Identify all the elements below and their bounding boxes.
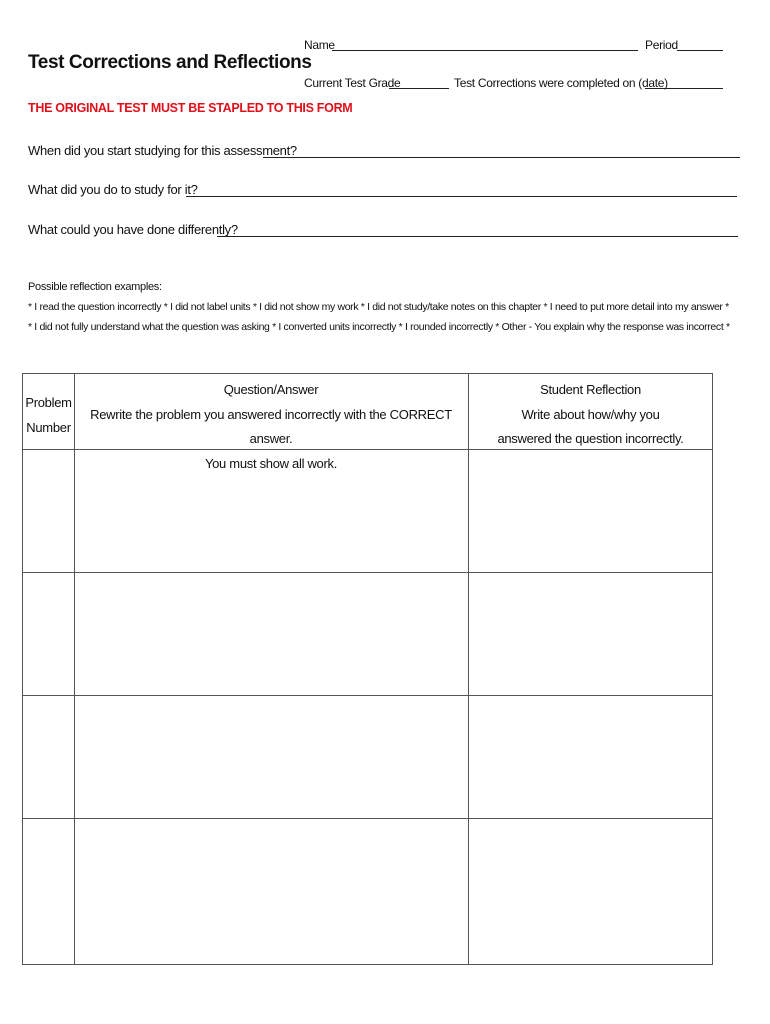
problem-number-cell[interactable] — [23, 819, 74, 964]
examples-title: Possible reflection examples: — [28, 281, 162, 293]
reflection-cell[interactable] — [469, 696, 712, 818]
reflection-cell[interactable] — [469, 573, 712, 695]
grade-field[interactable] — [389, 76, 449, 89]
examples-line-1: * I read the question incorrectly * I did not label units * I did not show my work * I did not study/take notes on this chapter * I need to put more detail into my answer * — [28, 301, 729, 313]
header-question-answer-instructions: Rewrite the problem you answered incorrectly with the CORRECT answer. — [90, 406, 452, 446]
header-number-label: Number — [26, 419, 71, 435]
examples-line-2: * I did not fully understand what the question was asking * I converted units incorrectly * I rounded incorrectly * Other - You explain why the response was incorrect * — [28, 321, 730, 333]
answer-line-how-studied[interactable] — [186, 196, 737, 197]
question-start-studying: When did you start studying for this assessment? — [28, 143, 297, 158]
header-question-answer-title: Question/Answer — [223, 382, 319, 397]
period-label: Period — [645, 38, 678, 52]
reflection-cell[interactable] — [469, 450, 712, 572]
question-do-differently: What could you have done differently? — [28, 222, 238, 237]
problem-number-cell[interactable] — [23, 450, 74, 572]
problem-number-cell[interactable] — [23, 696, 74, 818]
header-reflection-title: Student Reflection — [540, 382, 641, 397]
answer-line-do-differently[interactable] — [217, 236, 738, 237]
answer-cell[interactable] — [75, 450, 468, 572]
reflection-cell[interactable] — [469, 819, 712, 964]
staple-warning: THE ORIGINAL TEST MUST BE STAPLED TO THIS FORM — [28, 101, 353, 115]
page-title: Test Corrections and Reflections — [28, 52, 312, 73]
header-show-work-note: You must show all work. — [204, 455, 338, 471]
header-problem-number — [23, 391, 74, 440]
answer-cell[interactable] — [75, 819, 468, 964]
problem-number-cell[interactable] — [23, 573, 74, 695]
header-reflection-instructions-1: Write about how/why you — [521, 406, 660, 422]
completed-date-label: Test Corrections were completed on (date) — [454, 76, 668, 90]
completed-date-field[interactable] — [645, 76, 723, 89]
name-label: Name — [304, 38, 335, 52]
header-reflection-instructions-2: answered the question incorrectly. — [497, 431, 684, 446]
corrections-table — [22, 373, 713, 965]
answer-line-start-studying[interactable] — [263, 157, 740, 158]
name-field[interactable] — [332, 38, 638, 51]
grade-label: Current Test Grade — [304, 76, 401, 90]
answer-cell[interactable] — [75, 573, 468, 695]
header-problem-label: Problem — [25, 395, 72, 410]
answer-cell[interactable] — [75, 696, 468, 818]
question-how-studied: What did you do to study for it? — [28, 182, 198, 197]
period-field[interactable] — [677, 38, 723, 51]
header-student-reflection — [468, 378, 713, 452]
